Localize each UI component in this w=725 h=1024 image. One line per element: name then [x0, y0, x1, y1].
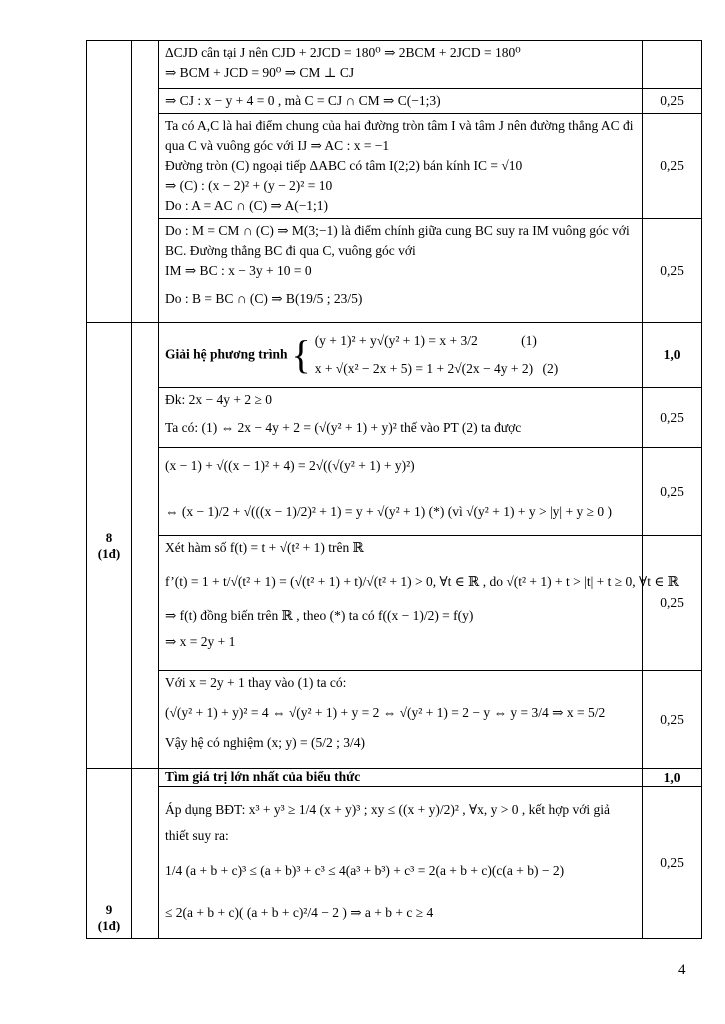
text-line: ⇒ f(t) đồng biến trên ℝ , theo (*) ta có f((x − 1)/2) = f(y): [165, 608, 474, 623]
content-cell: [159, 769, 643, 787]
text-line: Với x = 2y + 1 thay vào (1) ta có:: [165, 675, 347, 690]
table-row: [87, 114, 702, 219]
text-line: Đường tròn (C) ngoại tiếp ΔABC có tâm I(2;2) bán kính IC = √10: [165, 158, 523, 173]
text-line: Đk: 2x − 4y + 2 ≥ 0: [165, 392, 273, 407]
content-cell: [159, 388, 643, 448]
score-cell: 0,25: [643, 448, 702, 536]
score-cell: 0,25: [643, 787, 702, 939]
table-row: [87, 89, 702, 114]
question-title: Giải hệ phương trình: [165, 346, 288, 362]
content-cell: [159, 89, 643, 114]
table-row: [87, 41, 702, 89]
question-title: Tìm giá trị lớn nhất của biểu thức: [165, 769, 361, 784]
question-cell: [87, 323, 132, 769]
question-number: 8: [105, 529, 113, 545]
content-cell: [159, 448, 643, 536]
text-line: Vậy hệ có nghiệm (x; y) = (5/2 ; 3/4): [165, 735, 365, 750]
equation-tag: (2): [542, 361, 559, 376]
sub-question-cell: [132, 41, 159, 323]
text-line: ⇒ (C) : (x − 2)² + (y − 2)² = 10: [165, 178, 333, 193]
text-line: 1/4 (a + b + c)³ ≤ (a + b)³ + c³ ≤ 4(a³ + b³) + c³ = 2(a + b + c)(c(a + b) − 2): [165, 863, 565, 878]
text-line: (x − 1) + √((x − 1)² + 4) = 2√((√(y² + 1) + y)²): [165, 458, 415, 473]
table-row: [87, 323, 702, 388]
table-row: [87, 536, 702, 671]
question-points: (1đ): [97, 918, 121, 933]
page-number: 4: [678, 962, 686, 978]
table-row: [87, 671, 702, 769]
text-line: Do : B = BC ∩ (C) ⇒ B(19/5 ; 23/5): [165, 291, 363, 306]
score-cell: 0,25: [643, 89, 702, 114]
score-cell: 0,25: [643, 671, 702, 769]
text-line: ΔCJD cân tại J nên CJD + 2JCD = 180⁰ ⇒ 2BCM + 2JCD = 180⁰: [165, 45, 521, 60]
text-line: Do : A = AC ∩ (C) ⇒ A(−1;1): [165, 198, 329, 213]
question-cell: [87, 769, 132, 939]
sub-question-cell: [132, 323, 159, 769]
text-line: IM ⇒ BC : x − 3y + 10 = 0: [165, 263, 312, 278]
question-points: (1đ): [97, 545, 121, 561]
text-line: Xét hàm số f(t) = t + √(t² + 1) trên ℝ: [165, 540, 364, 555]
content-cell: [159, 323, 643, 388]
score-cell: [643, 41, 702, 89]
score-cell: 1,0: [643, 323, 702, 388]
content-cell: [159, 114, 643, 219]
question-number: 9: [105, 902, 113, 917]
content-cell: [159, 219, 643, 323]
sub-question-cell: [132, 769, 159, 939]
table-row: [87, 448, 702, 536]
text-line: ⇒ BCM + JCD = 90⁰ ⇒ CM ⊥ CJ: [165, 65, 355, 80]
content-cell: [159, 787, 643, 939]
system-brace: {: [291, 332, 311, 377]
text-line: f’(t) = 1 + t/√(t² + 1) = (√(t² + 1) + t)/√(t² + 1) > 0, ∀t ∈ ℝ , do √(t² + 1) + t > |t| + t ≥ 0, ∀t ∈ ℝ: [165, 574, 679, 589]
text-line: ⇔ (x − 1)/2 + √(((x − 1)/2)² + 1) = y + √(y² + 1) (*) (vì √(y² + 1) + y > |y| + y ≥ 0 ): [165, 504, 612, 519]
content-cell: [159, 41, 643, 89]
text-line: (√(y² + 1) + y)² = 4 ⇔ √(y² + 1) + y = 2 ⇔ √(y² + 1) = 2 − y ⇔ y = 3/4 ⇒ x = 5/2: [165, 705, 606, 720]
text-line: ⇒ x = 2y + 1: [165, 634, 236, 649]
equation-2: x + √(x² − 2x + 5) = 1 + 2√(2x − 4y + 2): [314, 361, 534, 376]
text-line: Áp dụng BĐT: x³ + y³ ≥ 1/4 (x + y)³ ; xy ≤ ((x + y)/2)² , ∀x, y > 0 , kết hợp với giả thiết suy ra:: [165, 802, 611, 843]
score-cell: 1,0: [643, 769, 702, 787]
table-row: [87, 388, 702, 448]
score-cell: 0,25: [643, 388, 702, 448]
question-cell: [87, 41, 132, 323]
text-line: ≤ 2(a + b + c)( (a + b + c)²/4 − 2 ) ⇒ a + b + c ≥ 4: [165, 905, 434, 920]
text-line: Ta có: (1) ⇔ 2x − 4y + 2 = (√(y² + 1) + y)² thế vào PT (2) ta được: [165, 420, 522, 435]
table-row: [87, 769, 702, 787]
equation-1: (y + 1)² + y√(y² + 1) = x + 3/2: [314, 333, 478, 348]
text-line: Do : M = CM ∩ (C) ⇒ M(3;−1) là điểm chính giữa cung BC suy ra IM vuông góc với BC. Đường thẳng BC đi qua C, vuông góc với: [165, 223, 630, 258]
text-line: Ta có A,C là hai điểm chung của hai đường tròn tâm I và tâm J nên đường thẳng AC đi qua C và vuông góc với IJ ⇒ AC : x = −1: [165, 118, 634, 153]
table-row: [87, 787, 702, 939]
answer-table: [86, 40, 702, 939]
text-line: ⇒ CJ : x − y + 4 = 0 , mà C = CJ ∩ CM ⇒ C(−1;3): [165, 93, 441, 108]
score-cell: 0,25: [643, 536, 702, 671]
score-cell: 0,25: [643, 219, 702, 323]
equation-system: [315, 327, 559, 383]
score-cell: 0,25: [643, 114, 702, 219]
table-row: [87, 219, 702, 323]
content-cell: [159, 671, 643, 769]
equation-tag: (1): [521, 333, 537, 348]
